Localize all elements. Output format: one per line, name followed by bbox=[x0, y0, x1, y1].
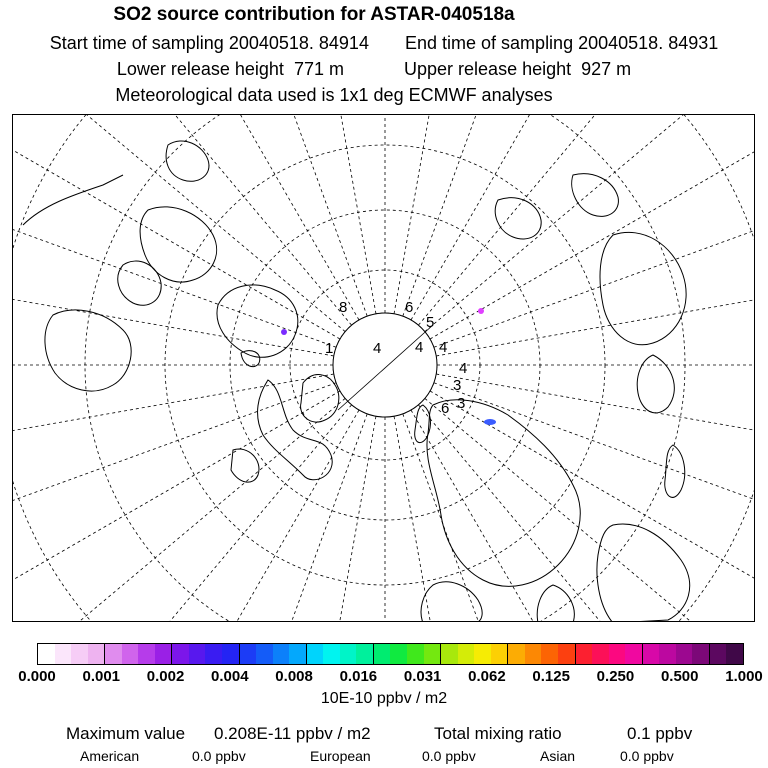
coast-europe-south bbox=[231, 449, 259, 482]
coast-scandinavia bbox=[301, 375, 339, 423]
color-segment bbox=[256, 644, 273, 664]
coast-bering bbox=[572, 174, 619, 217]
asian-label: Asian bbox=[540, 748, 576, 764]
coast-na-north bbox=[166, 141, 209, 181]
color-segment bbox=[491, 644, 509, 664]
color-segment bbox=[222, 644, 240, 664]
color-segment bbox=[55, 644, 72, 664]
color-segment bbox=[407, 644, 424, 664]
max-value: 0.208E-11 ppbv / m2 bbox=[214, 724, 371, 743]
meridian-line bbox=[13, 115, 359, 320]
pole-circle bbox=[333, 313, 437, 417]
coast-na-west bbox=[23, 175, 123, 225]
lower-height-value: 771 m bbox=[293, 59, 344, 79]
color-scale-tick-label: 0.250 bbox=[596, 668, 635, 685]
coast-novaya-zemlya bbox=[415, 405, 431, 443]
map-canvas bbox=[13, 115, 755, 622]
contour-label: 3 bbox=[457, 395, 466, 412]
color-segment bbox=[155, 644, 173, 664]
sampling-times bbox=[0, 33, 768, 54]
lower-height-label: Lower release height bbox=[116, 59, 284, 79]
american-label: American bbox=[80, 748, 140, 764]
color-segment bbox=[240, 644, 257, 664]
color-segment bbox=[424, 644, 442, 664]
meridian-line bbox=[13, 391, 340, 622]
coast-siberia bbox=[427, 400, 580, 587]
color-segment bbox=[71, 644, 88, 664]
meridian-line bbox=[246, 416, 376, 622]
max-value-label: Maximum value bbox=[66, 724, 186, 743]
color-scale-tick-label: 0.000 bbox=[18, 668, 56, 685]
start-time-label: Start time of sampling bbox=[49, 33, 224, 53]
contour-label: 6 bbox=[441, 400, 450, 417]
contour-label: 4 bbox=[439, 339, 448, 356]
color-segment bbox=[576, 644, 593, 664]
coast-iceland bbox=[241, 351, 260, 367]
color-scale-tick-label: 0.001 bbox=[82, 668, 121, 685]
concentration-marker bbox=[281, 329, 287, 335]
coast-asia-east bbox=[600, 232, 686, 344]
end-time-label: End time of sampling bbox=[405, 33, 574, 53]
color-segment bbox=[541, 644, 558, 664]
european-value: 0.0 ppbv bbox=[422, 748, 476, 764]
color-segment bbox=[172, 644, 189, 664]
color-segment bbox=[323, 644, 340, 664]
end-time-value: 20040518. 84931 bbox=[578, 33, 719, 53]
meridian-line bbox=[418, 405, 755, 622]
meridian-line bbox=[246, 115, 376, 314]
meridian-line bbox=[13, 226, 334, 356]
color-segment bbox=[710, 644, 727, 664]
color-segment bbox=[458, 644, 475, 664]
meridian-line bbox=[111, 414, 367, 622]
coast-na-arctic bbox=[140, 207, 217, 282]
color-scale-tick-label: 0.500 bbox=[660, 668, 699, 685]
color-segment bbox=[356, 644, 374, 664]
upper-height-value: 927 m bbox=[581, 59, 632, 79]
plot-title: SO2 source contribution for ASTAR-040518a bbox=[113, 4, 515, 25]
meridian-line bbox=[403, 115, 659, 316]
total-mixing-value: 0.1 ppbv bbox=[627, 724, 693, 743]
meridian-line bbox=[394, 416, 524, 622]
color-segment bbox=[340, 644, 357, 664]
meridian-line bbox=[13, 115, 336, 347]
color-segment bbox=[441, 644, 458, 664]
color-scale-tick-label: 0.062 bbox=[468, 668, 506, 685]
color-scale-bar bbox=[37, 643, 744, 665]
concentration-marker bbox=[478, 308, 484, 314]
color-segment bbox=[189, 644, 206, 664]
coast-na-bay bbox=[118, 261, 161, 305]
start-time-value: 20040518. 84914 bbox=[228, 33, 369, 53]
contour-label: 3 bbox=[453, 377, 462, 394]
color-segment bbox=[307, 644, 324, 664]
color-segment bbox=[390, 644, 407, 664]
color-segment bbox=[474, 644, 491, 664]
color-segment bbox=[525, 644, 542, 664]
meridian-line bbox=[425, 398, 755, 622]
meridian-line bbox=[13, 115, 348, 332]
contour-label: 4 bbox=[459, 360, 468, 377]
coast-japan bbox=[665, 445, 685, 497]
meridian-line bbox=[13, 410, 359, 622]
color-scale-tick-label: 0.016 bbox=[339, 668, 378, 685]
color-scale-tick-label: 1.000 bbox=[725, 668, 763, 685]
color-segment bbox=[609, 644, 626, 664]
meridian-line bbox=[13, 405, 352, 622]
contour-label: 8 bbox=[339, 299, 348, 316]
color-segment bbox=[592, 644, 609, 664]
color-segment bbox=[273, 644, 290, 664]
upper-height-label: Upper release height bbox=[404, 59, 572, 79]
meridian-line bbox=[425, 115, 755, 332]
asian-value: 0.0 ppbv bbox=[620, 748, 674, 764]
color-segment bbox=[726, 644, 743, 664]
color-segment bbox=[138, 644, 155, 664]
color-scale-tick-label: 0.004 bbox=[211, 668, 249, 685]
meridian-line bbox=[394, 115, 524, 314]
color-scale-units: 10E-10 ppbv / m2 bbox=[320, 690, 448, 707]
contour-label: 1 bbox=[325, 340, 334, 357]
color-segment bbox=[508, 644, 525, 664]
coast-kamchatka bbox=[637, 355, 674, 413]
meridian-line bbox=[434, 383, 755, 622]
release-heights bbox=[0, 59, 758, 80]
color-segment bbox=[558, 644, 576, 664]
color-segment bbox=[374, 644, 391, 664]
meridian-line bbox=[111, 115, 367, 316]
meridian-line bbox=[430, 391, 755, 622]
european-label: European bbox=[310, 748, 371, 764]
color-segment bbox=[289, 644, 307, 664]
coast-india bbox=[537, 585, 574, 622]
color-segment bbox=[88, 644, 106, 664]
meridian-line bbox=[430, 115, 755, 339]
color-scale-tick-label: 0.125 bbox=[532, 668, 570, 685]
meridian-line bbox=[13, 115, 352, 325]
color-segment bbox=[122, 644, 139, 664]
color-segment bbox=[205, 644, 222, 664]
meridian-line bbox=[436, 374, 755, 504]
coast-greenland bbox=[217, 285, 298, 357]
meridian-line bbox=[436, 226, 755, 356]
color-segment bbox=[676, 644, 693, 664]
contour-label: 4 bbox=[373, 340, 382, 357]
color-segment bbox=[692, 644, 710, 664]
contour-label: 5 bbox=[426, 314, 435, 331]
american-value: 0.0 ppbv bbox=[192, 748, 246, 764]
meridian-line bbox=[411, 115, 755, 320]
coast-middle-east bbox=[421, 582, 482, 622]
concentration-marker bbox=[484, 419, 496, 425]
total-mixing-label: Total mixing ratio bbox=[434, 724, 562, 743]
contour-label: 6 bbox=[405, 299, 414, 316]
color-scale-tick-label: 0.002 bbox=[146, 668, 185, 685]
color-scale-tick-label: 0.031 bbox=[403, 668, 442, 685]
polar-map bbox=[12, 114, 755, 622]
coast-europe bbox=[258, 380, 333, 480]
color-segment bbox=[38, 644, 55, 664]
color-segment bbox=[625, 644, 643, 664]
color-segment bbox=[659, 644, 676, 664]
meridian-line bbox=[13, 383, 336, 622]
color-scale-tick-label: 0.008 bbox=[275, 668, 313, 685]
color-segment bbox=[105, 644, 122, 664]
meridian-line bbox=[13, 115, 340, 339]
coast-china bbox=[597, 524, 690, 622]
color-segment bbox=[643, 644, 660, 664]
contour-label: 4 bbox=[415, 339, 424, 356]
met-data-line: Meteorological data used is 1x1 deg ECMWF analyses bbox=[115, 85, 553, 105]
